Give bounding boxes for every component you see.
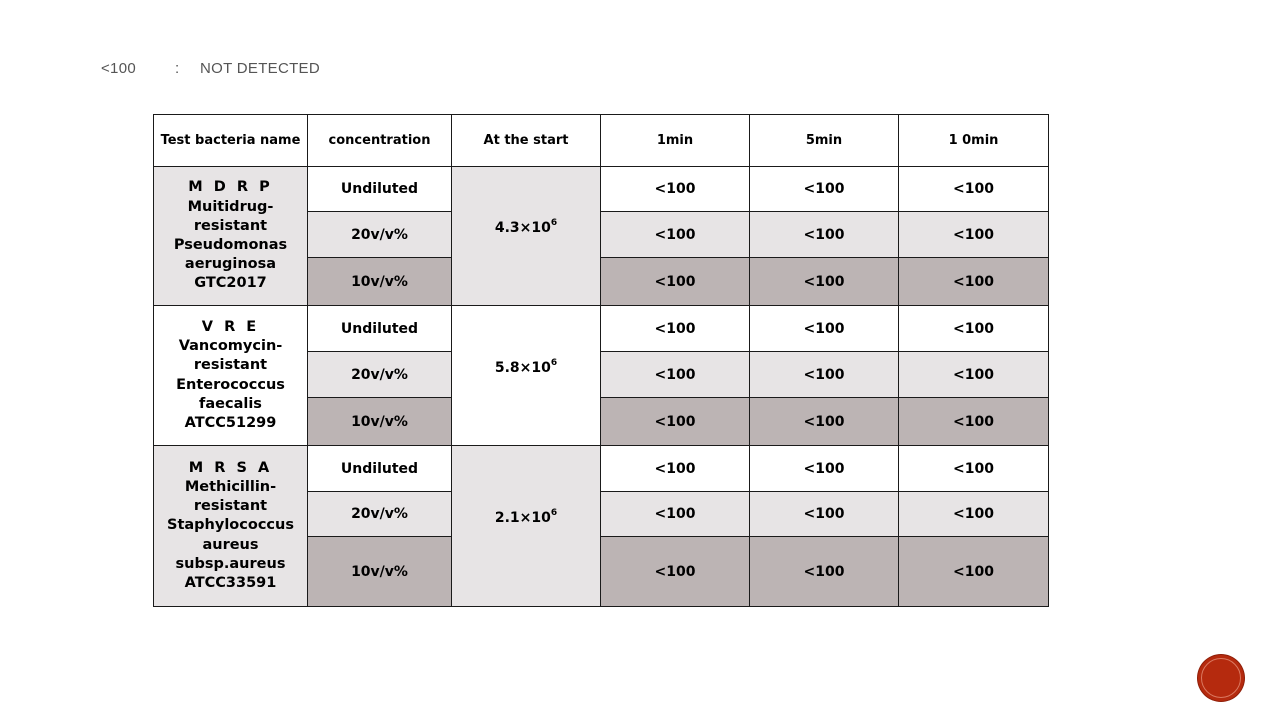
header-5min: 5min — [750, 115, 899, 167]
legend-symbol: <100 — [101, 60, 136, 77]
bacteria-name-line: aeruginosa — [184, 256, 277, 273]
concentration-cell: Undiluted — [308, 446, 452, 492]
start-exponent: 6 — [550, 357, 558, 368]
next-slide-circle-icon[interactable] — [1198, 655, 1244, 701]
table-row — [154, 167, 1049, 212]
result-5min: <100 — [750, 352, 899, 398]
result-5min: <100 — [750, 212, 899, 258]
result-10min: <100 — [899, 212, 1049, 258]
bacteria-code: V R E — [201, 318, 260, 335]
bacteria-cell-mrsa — [154, 446, 308, 607]
bacteria-name-line: Vancomycin- — [178, 338, 283, 355]
header-10min: 1 0min — [899, 115, 1049, 167]
result-5min: <100 — [750, 306, 899, 352]
table-row — [154, 306, 1049, 352]
result-1min: <100 — [601, 398, 750, 446]
bacteria-name-line: Muitidrug- — [187, 198, 274, 215]
legend — [101, 60, 320, 77]
result-10min: <100 — [899, 398, 1049, 446]
result-5min: <100 — [750, 398, 899, 446]
bacteria-name-line: GTC2017 — [194, 275, 267, 292]
concentration-cell: 10v/v% — [308, 258, 452, 306]
concentration-cell: Undiluted — [308, 306, 452, 352]
bacteria-code: M D R P — [188, 179, 273, 196]
result-1min: <100 — [601, 212, 750, 258]
result-10min: <100 — [899, 258, 1049, 306]
result-10min: <100 — [899, 537, 1049, 607]
header-start: At the start — [452, 115, 601, 167]
result-5min: <100 — [750, 446, 899, 492]
bacteria-name-line: Methicillin- — [184, 478, 277, 495]
bacteria-name-line: Pseudomonas — [173, 237, 288, 253]
result-1min: <100 — [601, 306, 750, 352]
start-count-cell — [452, 446, 601, 607]
bacteria-name-line: Staphylococcus — [167, 517, 294, 534]
concentration-cell: 10v/v% — [308, 398, 452, 446]
result-10min: <100 — [899, 352, 1049, 398]
concentration-cell: 10v/v% — [308, 537, 452, 607]
start-count-cell — [452, 306, 601, 446]
start-mantissa: 5.8×10 — [494, 359, 551, 376]
header-concentration: concentration — [308, 115, 452, 167]
header-bacteria: Test bacteria name — [154, 115, 308, 167]
results-table — [153, 114, 1049, 607]
table-row — [154, 446, 1049, 492]
bacteria-name-line: ATCC33591 — [184, 575, 277, 591]
result-1min: <100 — [601, 537, 750, 607]
bacteria-name-line: Enterococcus — [176, 376, 285, 393]
bacteria-name-line: resistant — [193, 498, 268, 515]
result-10min: <100 — [899, 492, 1049, 537]
header-1min: 1min — [601, 115, 750, 167]
legend-meaning: NOT DETECTED — [200, 60, 320, 77]
concentration-cell: 20v/v% — [308, 212, 452, 258]
result-10min: <100 — [899, 167, 1049, 212]
concentration-cell: 20v/v% — [308, 352, 452, 398]
start-mantissa: 2.1×10 — [494, 510, 551, 526]
bacteria-cell-vre — [154, 306, 308, 446]
start-exponent: 6 — [550, 508, 558, 518]
start-exponent: 6 — [550, 218, 558, 228]
bacteria-name-line: resistant — [193, 357, 268, 374]
start-count-cell — [452, 167, 601, 306]
result-5min: <100 — [750, 258, 899, 306]
header-row — [154, 115, 1049, 167]
bacteria-name-line: resistant — [193, 217, 268, 234]
result-1min: <100 — [601, 492, 750, 537]
legend-separator: : — [175, 60, 180, 77]
bacteria-code: M R S A — [188, 459, 273, 476]
result-1min: <100 — [601, 446, 750, 492]
bacteria-name-line: aureus — [202, 536, 259, 553]
start-mantissa: 4.3×10 — [494, 220, 551, 236]
bacteria-name-line: ATCC51299 — [184, 414, 277, 431]
result-10min: <100 — [899, 306, 1049, 352]
result-5min: <100 — [750, 492, 899, 537]
result-1min: <100 — [601, 167, 750, 212]
result-1min: <100 — [601, 352, 750, 398]
bacteria-name-line: subsp.aureus — [175, 555, 286, 572]
result-10min: <100 — [899, 446, 1049, 492]
bacteria-cell-mdrp — [154, 167, 308, 306]
result-5min: <100 — [750, 167, 899, 212]
bacteria-name-line: faecalis — [199, 395, 262, 412]
result-1min: <100 — [601, 258, 750, 306]
concentration-cell: 20v/v% — [308, 492, 452, 537]
result-5min: <100 — [750, 537, 899, 607]
concentration-cell: Undiluted — [308, 167, 452, 212]
